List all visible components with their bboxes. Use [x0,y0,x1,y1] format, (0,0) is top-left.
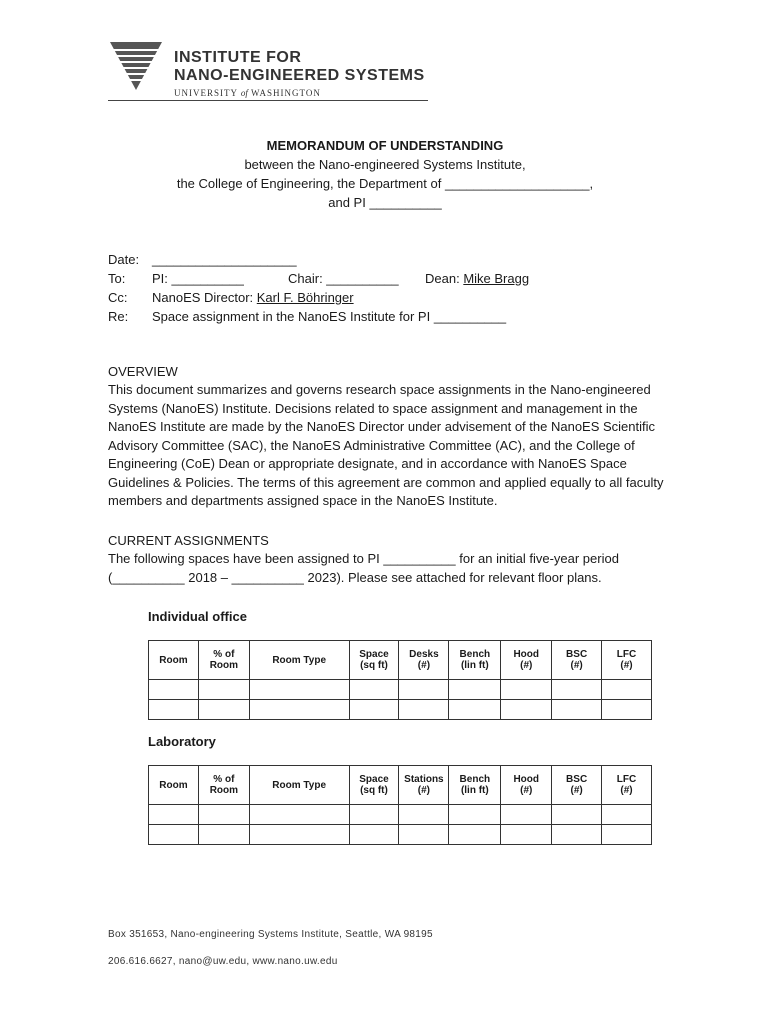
table-cell[interactable] [501,680,552,700]
current-line: (__________ 2018 – __________ 2023). Please see attached for relevant floor plans. [108,569,602,585]
table-cell[interactable] [602,805,652,825]
table-cell[interactable] [149,825,199,845]
date-label: Date: [108,252,140,267]
dean-name: Mike Bragg [463,271,530,286]
table-cell[interactable] [198,700,249,720]
col-room: Room [149,641,199,680]
cc-name: Karl F. Böhringer [256,290,354,305]
col-desks: Desks (#) [399,641,449,680]
table-cell[interactable] [399,680,449,700]
table-row [149,805,652,825]
table-cell[interactable] [399,805,449,825]
table-cell[interactable] [198,825,249,845]
col-space: Space (sq ft) [349,641,399,680]
lab-table-title: Laboratory [148,734,216,749]
table-cell[interactable] [399,825,449,845]
col-lfc: LFC (#) [602,641,652,680]
table-cell[interactable] [501,825,552,845]
col-bsc: BSC (#) [552,641,602,680]
logo-divider [108,100,428,101]
table-cell[interactable] [149,700,199,720]
lab-header-row [149,766,652,805]
table-row [149,680,652,700]
overview-line: members and departments assigned space in the NanoES Institute. [108,493,498,508]
to-dean [425,271,529,286]
overview-line: NanoES Institute are made by the NanoES Director under advisement of the NanoES Scientific [108,419,656,434]
col-lfc: LFC (#) [602,766,652,805]
table-cell[interactable] [198,805,249,825]
table-row [149,825,652,845]
to-chair: Chair: __________ [288,271,399,286]
table-cell[interactable] [449,805,501,825]
heading-line2: the College of Engineering, the Department of ____________________, [176,176,594,191]
cc-prefix: NanoES Director: [152,290,257,305]
footer-contact: 206.616.6627, nano@uw.edu, www.nano.uw.edu [108,956,338,967]
col-bench: Bench (lin ft) [449,641,501,680]
cc-value [152,290,354,305]
overview-line: Engineering (CoE) Dean or appropriate designate, and in accordance with NanoES Space [108,456,627,471]
table-cell[interactable] [602,825,652,845]
to-pi: PI: __________ [152,271,244,286]
table-cell[interactable] [149,805,199,825]
office-table [148,640,652,720]
to-label: To: [108,271,126,286]
col-stations: Stations (#) [399,766,449,805]
col-room: Room [149,766,199,805]
current-assignments-paragraph [108,550,708,587]
table-cell[interactable] [501,700,552,720]
heading-line1: between the Nano-engineered Systems Institute, [244,157,526,172]
table-cell[interactable] [552,700,602,720]
table-cell[interactable] [249,805,349,825]
table-cell[interactable] [149,680,199,700]
table-cell[interactable] [449,680,501,700]
current-assignments-title: CURRENT ASSIGNMENTS [108,533,269,548]
col-bench: Bench (lin ft) [449,766,501,805]
col-pct-room: % of Room [198,641,249,680]
logo-line3 [174,88,321,98]
office-header-row [149,641,652,680]
table-row [149,700,652,720]
logo-line2: NANO-ENGINEERED SYSTEMS [174,67,425,84]
table-cell[interactable] [399,700,449,720]
re-label: Re: [108,309,129,324]
table-cell[interactable] [552,805,602,825]
table-cell[interactable] [602,680,652,700]
logo-line1: INSTITUTE FOR [174,49,302,66]
col-room-type: Room Type [249,766,349,805]
overview-paragraph [108,381,708,511]
col-space: Space (sq ft) [349,766,399,805]
overview-line: This document summarizes and governs research space assignments in the Nano-engineered [108,382,651,397]
logo-university: UNIVERSITY [174,88,238,98]
dean-prefix: Dean: [425,271,464,286]
logo-washington: WASHINGTON [251,88,321,98]
overview-line: Advisory Committee (SAC), the NanoES Administrative Committee (AC), and the College of [108,437,635,453]
col-hood: Hood (#) [501,641,552,680]
re-value: Space assignment in the NanoES Institute for PI __________ [152,309,507,324]
table-cell[interactable] [449,700,501,720]
col-hood: Hood (#) [501,766,552,805]
overview-title: OVERVIEW [108,364,178,379]
date-value: ____________________ [152,252,297,267]
table-cell[interactable] [249,825,349,845]
cc-label: Cc: [108,290,128,305]
office-table-title: Individual office [148,609,247,624]
table-cell[interactable] [349,700,399,720]
table-cell[interactable] [349,680,399,700]
table-cell[interactable] [501,805,552,825]
col-pct-room: % of Room [198,766,249,805]
table-cell[interactable] [249,680,349,700]
overview-line: Systems (NanoES) Institute. Decisions related to space assignment and management in the [108,400,638,416]
logo-of: of [240,88,248,98]
col-bsc: BSC (#) [552,766,602,805]
current-line: The following spaces have been assigned to PI __________ for an initial five-year period [108,551,619,566]
table-cell[interactable] [349,825,399,845]
table-cell[interactable] [198,680,249,700]
table-cell[interactable] [349,805,399,825]
footer-address: Box 351653, Nano-engineering Systems Institute, Seattle, WA 98195 [108,929,433,940]
col-room-type: Room Type [249,641,349,680]
table-cell[interactable] [602,700,652,720]
table-cell[interactable] [552,825,602,845]
lab-table [148,765,652,845]
table-cell[interactable] [552,680,602,700]
overview-line: Guidelines & Policies. The terms of this agreement are common and applied equally to all faculty [108,474,664,490]
table-cell[interactable] [449,825,501,845]
memo-title: MEMORANDUM OF UNDERSTANDING [266,138,504,153]
heading-line3: and PI __________ [328,195,442,210]
table-cell[interactable] [249,700,349,720]
